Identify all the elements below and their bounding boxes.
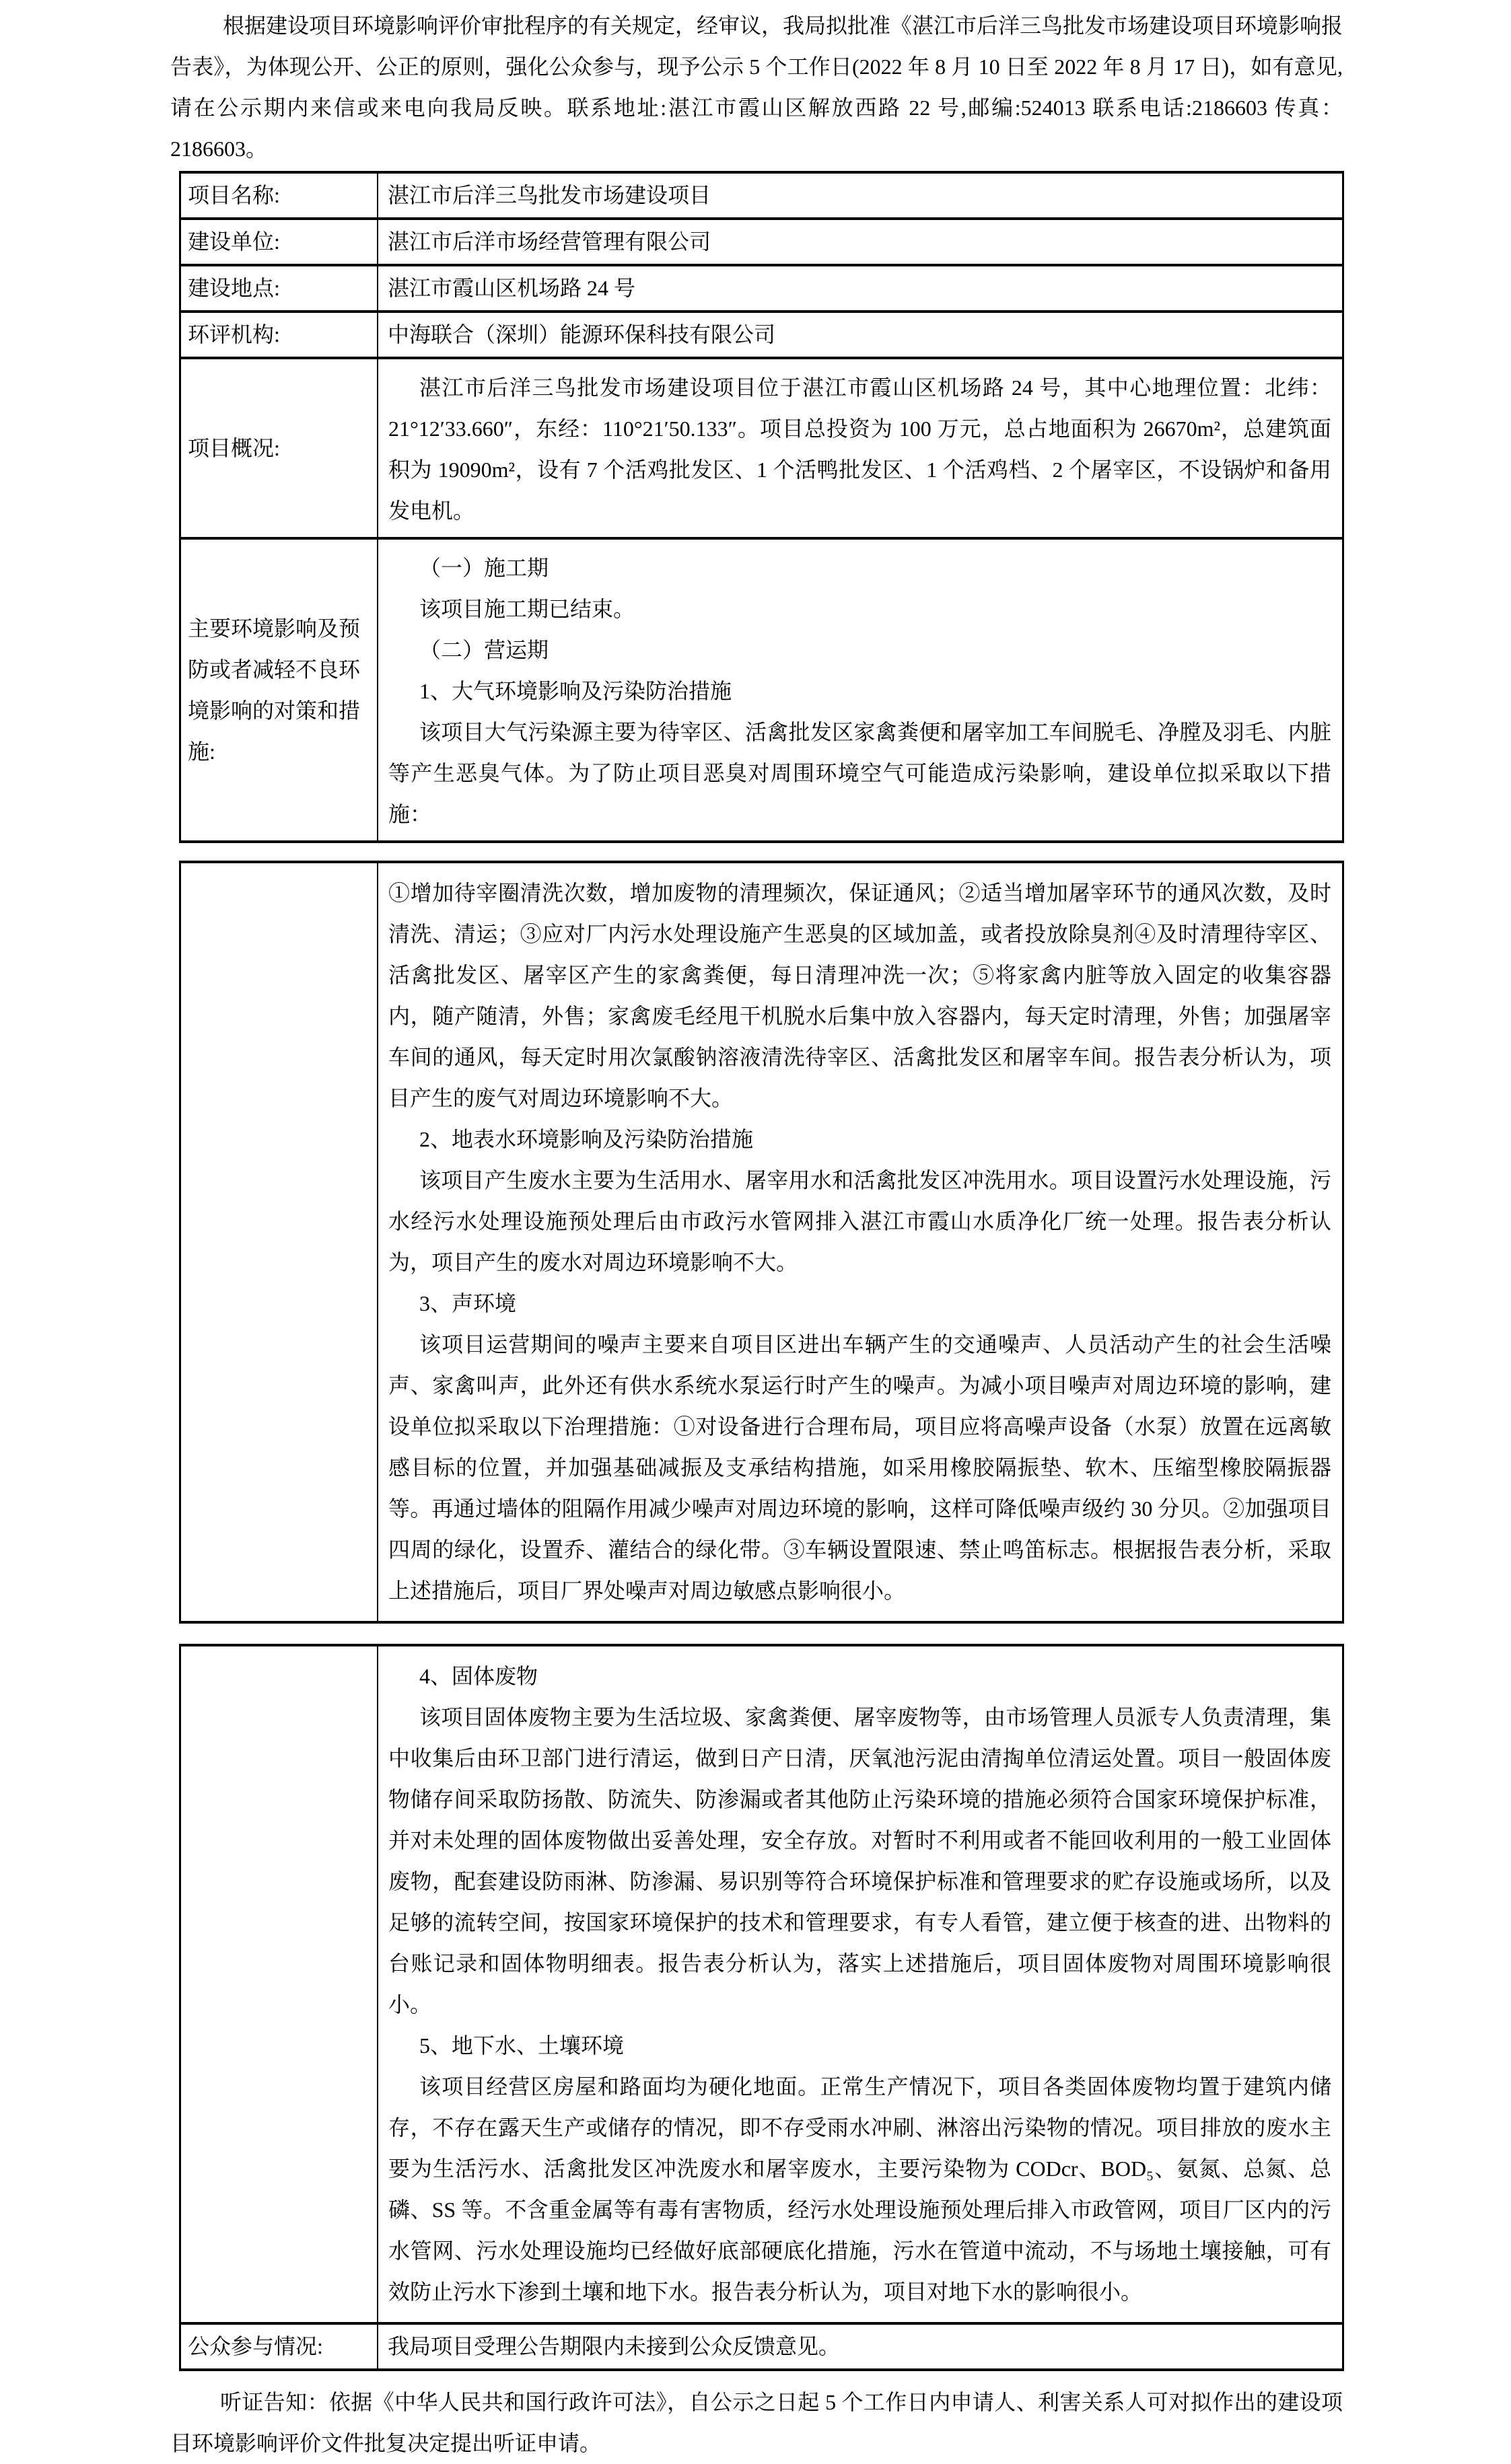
field-label [181, 313, 378, 357]
field-value-text: 湛江市霞山区机场路 24 号 [388, 276, 636, 300]
impact-paragraph: ①增加待宰圈清洗次数，增加废物的清理频次，保证通风；②适当增加屠宰环节的通风次数，及时清洗、清运；③应对厂内污水处理设施产生恶臭的区域加盖，或者投放除臭剂④及时清理待宰区、活禽批发区、屠宰区产生的家禽粪便，每日清理冲洗一次；⑤将家禽内脏等放入固定的收集容器内，随产随清，外售；家禽废毛经甩干机脱水后集中放入容器内，每天定时清理，外售；加强屠宰车间的通风，每天定时用次氯酸钠溶液清洗待宰区、活禽批发区和屠宰车间。报告表分析认为，项目产生的废气对周边环境影响不大。 [388, 881, 1331, 1110]
intro-paragraph: 根据建设项目环境影响评价审批程序的有关规定，经审议，我局拟批准《湛江市后洋三鸟批发市场建设项目环境影响报告表》，为体现公开、公正的原则，强化公众参与，现予公示 5 个工作日(2022 年 8 月 10 日至 2022 年 8 月 17 日)，如有意见,请在公示期内来信或来电向我局反映。联系地址:湛江市霞山区解放西路 22 号,邮编:524013 联系电话:2186603 传真：2186603。 [170, 13, 1343, 161]
field-label-text: 公众参与情况: [188, 2334, 323, 2358]
impact-paragraph: 2、地表水环境影响及污染防治措施 [419, 1127, 754, 1151]
impact-paragraph: 4、固体废物 [419, 1664, 538, 1688]
table-row-public-participation [181, 2322, 1342, 2368]
field-value [378, 2325, 1342, 2368]
impact-paragraph: 该项目运营期间的噪声主要来自项目区进出车辆产生的交通噪声、人员活动产生的社会生活噪声、家禽叫声，此外还有供水系统水泵运行时产生的噪声。为减小项目噪声对周边环境的影响，建设单位拟采取以下治理措施：①对设备进行合理布局，项目应将高噪声设备（水泵）放置在远离敏感目标的位置，并加强基础减振及支承结构措施，如采用橡胶隔振垫、软木、压缩型橡胶隔振器等。再通过墙体的阻隔作用减少噪声对周边环境的影响，这样可降低噪声级约 30 分贝。②加强项目四周的绿化，设置乔、灌结合的绿化带。③车辆设置限速、禁止鸣笛标志。根据报告表分析，采取上述措施后，项目厂界处噪声对周边敏感点影响很小。 [388, 1332, 1331, 1603]
field-label-text: 项目概况: [188, 435, 280, 460]
field-label [181, 220, 378, 264]
impact-continuation-table-2 [179, 1644, 1344, 2371]
table-row-project-overview [181, 357, 1342, 537]
field-value-text: 中海联合（深圳）能源环保科技有限公司 [388, 322, 776, 347]
field-value [378, 863, 1342, 1621]
field-label-text: 环评机构: [188, 322, 280, 347]
field-value-text: 我局项目受理公告期限内未接到公众反馈意见。 [388, 2334, 841, 2358]
impact-paragraph: 5、地下水、土壤环境 [419, 2033, 625, 2058]
field-value [378, 359, 1342, 537]
field-label [181, 174, 378, 217]
field-value [378, 1646, 1342, 2322]
table-row-construction-unit [181, 217, 1342, 264]
field-label-text: 项目名称: [188, 183, 280, 207]
field-label-text: 主要环境影响及预防或者减轻不良环境影响的对策和措施: [188, 616, 361, 764]
impact-paragraph: 该项目固体废物主要为生活垃圾、家禽粪便、屠宰废物等，由市场管理人员派专人负责清理，集中收集后由环卫部门进行清运，做到日产日清，厌氧池污泥由清掏单位清运处置。项目一般固体废物储存间采取防扬散、防流失、防渗漏或者其他防止污染环境的措施必须符合国家环境保护标准，并对未处理的固体废物做出妥善处理，安全存放。对暂时不利用或者不能回收利用的一般工业固体废物，配套建设防雨淋、防渗漏、易识别等符合环境保护标准和管理要求的贮存设施或场所，以及足够的流转空间，按国家环境保护的技术和管理要求，有专人看管，建立便于核查的进、出物料的台账记录和固体物明细表。报告表分析认为，落实上述措施后，项目固体废物对周围环境影响很小。 [388, 1705, 1331, 2017]
empty-label-cell [181, 1646, 378, 2322]
table-row-impact-measures [181, 537, 1342, 840]
impact-paragraph: 该项目施工期已结束。 [419, 597, 635, 621]
empty-label-cell [181, 863, 378, 1621]
field-value [378, 313, 1342, 357]
field-value [378, 266, 1342, 310]
impact-paragraph: 该项目经营区房屋和路面均为硬化地面。正常生产情况下，项目各类固体废物均置于建筑内储存，不存在露天生产或储存的情况，即不存受雨水冲刷、淋溶出污染物的情况。项目排放的废水主要为生活污水、活禽批发区冲洗废水和屠宰废水，主要污染物为 CODcr、BOD₅、氨氮、总氮、总磷、SS 等。不含重金属等有毒有害物质，经污水处理设施预处理后排入市政管网，项目厂区内的污水管网、污水处理设施均已经做好底部硬底化措施，污水在管道中流动，不与场地土壤接触，可有效防止污水下渗到土壤和地下水。报告表分析认为，项目对地下水的影响很小。 [388, 2074, 1331, 2304]
field-label [181, 540, 378, 840]
hearing-notice-paragraph: 听证告知：依据《中华人民共和国行政许可法》，自公示之日起 5 个工作日内申请人、利害关系人可对拟作出的建设项目环境影响评价文件批复决定提出听证申请。 [170, 2390, 1343, 2455]
impact-continuation-table-1 [179, 861, 1344, 1624]
field-label-text: 建设单位: [188, 229, 280, 254]
field-label [181, 2325, 378, 2368]
impact-paragraph: 该项目产生废水主要为生活用水、屠宰用水和活禽批发区冲洗用水。项目设置污水处理设施，污水经污水处理设施预处理后由市政污水管网排入湛江市霞山水质净化厂统一处理。报告表分析认为，项目产生的废水对周边环境影响不大。 [388, 1168, 1331, 1274]
overview-paragraph: 湛江市后洋三鸟批发市场建设项目位于湛江市霞山区机场路 24 号，其中心地理位置：北纬：21°12′33.660″，东经：110°21′50.133″。项目总投资为 100 万元，总占地面积为 26670m²，总建筑面积为 19090m²，设有 7 个活鸡批发区、1 个活鸭批发区、1 个活鸡档、2 个屠宰区，不设锅炉和备用发电机。 [388, 375, 1331, 523]
field-value-text: 湛江市后洋市场经营管理有限公司 [388, 229, 711, 254]
field-label [181, 359, 378, 537]
field-label [181, 266, 378, 310]
table-row-impact-continuation [181, 863, 1342, 1621]
impact-paragraph: （一）施工期 [419, 556, 549, 580]
project-info-table [179, 171, 1344, 843]
table-row-construction-site [181, 264, 1342, 310]
table-row-eia-agency [181, 310, 1342, 357]
impact-paragraph: （二）营运期 [419, 638, 549, 662]
impact-paragraph: 3、声环境 [419, 1291, 517, 1315]
field-value [378, 220, 1342, 264]
table-row-project-name [181, 174, 1342, 217]
field-value [378, 174, 1342, 217]
field-value-text: 湛江市后洋三鸟批发市场建设项目 [388, 183, 711, 207]
field-value [378, 540, 1342, 840]
impact-paragraph: 1、大气环境影响及污染防治措施 [419, 679, 732, 703]
table-row-impact-continuation [181, 1646, 1342, 2322]
impact-paragraph: 该项目大气污染源主要为待宰区、活禽批发区家禽粪便和屠宰加工车间脱毛、净膛及羽毛、内脏等产生恶臭气体。为了防止项目恶臭对周围环境空气可能造成污染影响，建设单位拟采取以下措施： [388, 720, 1331, 826]
field-label-text: 建设地点: [188, 276, 280, 300]
